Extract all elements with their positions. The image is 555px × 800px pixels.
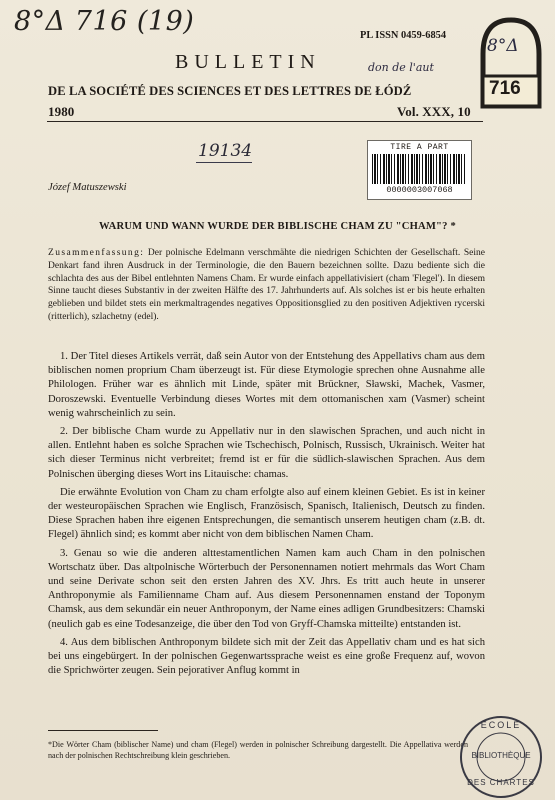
summary-label: Zusammenfassung: bbox=[48, 248, 145, 258]
barcode-icon bbox=[372, 154, 467, 184]
author-name: Józef Matuszewski bbox=[48, 182, 127, 193]
paragraph-5: 4. Aus dem biblischen Anthroponym bildete sich mit der Zeit das Appellativ cham und es hat sich bei uns eingebürgert. In der polnischen Gegenwartssprache weist es eine große Frequenz auf, wovon die Sprichwörter zeugen. Sein pejorativer Anflug kommt in bbox=[48, 636, 485, 677]
publication-year: 1980 bbox=[48, 104, 75, 119]
stamp-number: 716 bbox=[489, 78, 521, 99]
handwritten-accession-number: 19134 bbox=[198, 141, 253, 161]
paragraph-4: 3. Genau so wie die anderen alttestamentlichen Namen kam auch Cham in den polnischen Wortschatz über. Das altpolnische Wörterbuch der Personennamen notiert mehrmals das Wort Cham und seine Derivate schon seit den ersten Jahren des XV. Jhrs. Es tritt auch heute in unserer Anthroponymie als Familienname Cham auf. Aus diesem Personennamen enstand der Toponym Chamsk, aus dem sekundär ein neuer Anthroponym, der Name eines adligen Grundbesitzers: Chamski (neulich gab es eine Todesanzeige, die über den Tod von Gryff-Chamska mitteilte) entstanden ist. bbox=[48, 547, 485, 630]
stamp-top-text: ÉCOLE bbox=[480, 720, 522, 730]
library-round-stamp bbox=[458, 714, 544, 800]
header-rule bbox=[47, 121, 483, 122]
stamp-code: 8°Δ bbox=[487, 36, 519, 56]
barcode-number: 0000003007068 bbox=[386, 185, 453, 195]
paragraph-1: 1. Der Titel dieses Artikels verrät, daß sein Autor von der Entstehung des Appellativs cham aus dem biblischen nomen proprium Cham überzeugt ist. Für diese Etymologie sprechen ohne Ausnahme alle Philologen. Früher war es ähnlich mit Linde, später mit Brückner, Sławski, Machek, Vasmer, Doroszewski. Eventuelle Verbindung dieses Wortes mit dem ottomanischen xam (Vasmer) scheint wenig wahrscheinlich zu sein. bbox=[48, 351, 485, 419]
paragraph-2: 2. Der biblische Cham wurde zu Appellativ nur in den slawischen Sprachen, und auch nicht in allen. Entlehnt haben es solche Sprachen wie Tschechisch, Polnisch, Russisch, Ukrainisch. Weiter hat sich dieser Terminus nicht verbreitet; fremd ist er für die südlich-slawischen Sprachen. Aus dem Polnischen überging dieses Wort ins Litauische: chamas. bbox=[48, 426, 485, 480]
stamp-bottom-text: DES CHARTES bbox=[467, 778, 535, 787]
summary-block bbox=[48, 247, 485, 324]
handwritten-call-number: 8°Δ 716 (19) bbox=[14, 6, 195, 37]
stamp-middle-text: BIBLIOTHÈQUE bbox=[471, 751, 531, 760]
summary-body: Der polnische Edelmann verschmähte die niedrigen Schichten der Gesellschaft. Seine Denkart fand ihren Ausdruck in der Terminologie, die den Bauern bezeichnen sollte. Dazu bediente sich die schlachta des aus der Bibel entlehnten Namens Cham. Er wurde einfach appellativisiert (cham 'Flegel'). In diesem Sinne taucht dieses Substantiv in der zweiten Hälfte des 17. Jahrhunderts auf. Als solches ist er bis heute erhalten geblieben und bildet stets ein merkmaltragendes negatives Oppositionsglied zu den positiven Adjektiven rycerski (ritterlich), szlachetny (edel). bbox=[48, 248, 485, 322]
journal-name: BULLETIN bbox=[175, 51, 321, 73]
article-title: WARUM UND WANN WURDE DER BIBLISCHE CHAM ZU "CHAM"? * bbox=[99, 221, 456, 232]
summary-text bbox=[48, 247, 485, 324]
footnote bbox=[48, 739, 468, 761]
handwritten-note: don de l'aut bbox=[368, 61, 434, 74]
footnote-rule bbox=[48, 730, 158, 731]
article-body bbox=[48, 350, 485, 678]
reprint-barcode-label bbox=[367, 140, 472, 200]
issn: PL ISSN 0459-6854 bbox=[360, 30, 447, 41]
volume-number: Vol. XXX, 10 bbox=[397, 104, 471, 119]
reprint-label: TIRE A PART bbox=[390, 143, 449, 152]
paragraph-3: Die erwähnte Evolution von Cham zu cham erfolgte also auf einem kleinen Gebiet. Es ist in keiner der westeuropäischen Sprachen wie Englisch, Französisch, Spanisch, Italienisch, Deutsch zu finden. Diese Sprachen haben ihre eigenen Entsprechungen, die semantisch unserem heutigen cham (z.B. dt. Flegel) ähnlich sind; es kommt aber nicht von dem biblischen Namen Cham. bbox=[48, 486, 485, 541]
handwritten-underline bbox=[196, 162, 252, 163]
society-name: DE LA SOCIÉTÉ DES SCIENCES ET DES LETTRES DE ŁÓDŹ bbox=[48, 84, 412, 98]
footnote-text: *Die Wörter Cham (biblischer Name) und cham (Flegel) werden in polnischer Schreibung dargestellt. Die Appellativa werden nach der polnischen Rechtschreibung klein geschrieben. bbox=[48, 740, 468, 760]
library-call-stamp bbox=[473, 14, 549, 112]
